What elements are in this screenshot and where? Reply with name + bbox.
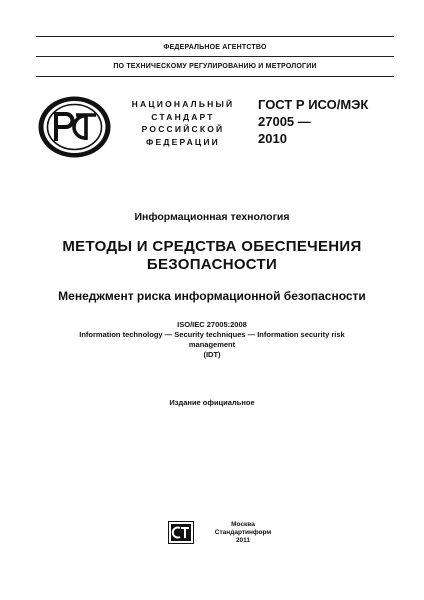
main-title-line-2: БЕЗОПАСНОСТИ (146, 256, 278, 273)
national-standard-line-1: НАЦИОНАЛЬНЫЙ (131, 99, 235, 109)
main-title (20, 238, 404, 274)
iso-code: ISO/IEC 27005:2008 (177, 320, 247, 329)
national-standard-line-2: СТАНДАРТ (151, 111, 215, 122)
publisher-year: 2011 (235, 537, 251, 544)
publisher-block (198, 521, 288, 545)
iso-title-line-2: management (188, 340, 236, 349)
agency-line-1: ФЕДЕРАЛЬНОЕ АГЕНТСТВО (163, 44, 267, 51)
international-reference (40, 320, 384, 360)
standard-designation (258, 96, 398, 147)
publisher-name: Стандартинформ (214, 529, 272, 536)
subtitle: Менеджмент риска информационной безопасности (58, 289, 366, 303)
top-rule (36, 36, 394, 37)
agency-line-2: ПО ТЕХНИЧЕСКОМУ РЕГУЛИРОВАНИЮ И МЕТРОЛОГИИ (113, 63, 317, 70)
main-title-line-1: МЕТОДЫ И СРЕДСТВА ОБЕСПЕЧЕНИЯ (62, 238, 362, 255)
designation-line-2: 27005 — (258, 114, 311, 129)
designation-line-3: 2010 (258, 131, 287, 146)
equivalence-label: (IDT) (203, 350, 221, 359)
field-heading: Информационная технология (134, 211, 290, 223)
publisher-city: Москва (231, 521, 255, 528)
standartinform-logo-icon (168, 521, 194, 544)
national-standard-line-4: ФЕДЕРАЦИИ (146, 136, 220, 147)
national-standard-label (116, 98, 250, 148)
designation-line-1: ГОСТ Р ИСО/МЭК (258, 97, 369, 112)
header-rule (36, 76, 394, 77)
iso-title-line-1: Information technology — Security techniques — Information security risk (79, 330, 345, 339)
edition-label: Издание официальное (169, 398, 255, 407)
agency-rule (36, 56, 394, 57)
national-standard-line-3: РОССИЙСКОЙ (141, 124, 225, 134)
rst-logo-icon (36, 94, 113, 160)
